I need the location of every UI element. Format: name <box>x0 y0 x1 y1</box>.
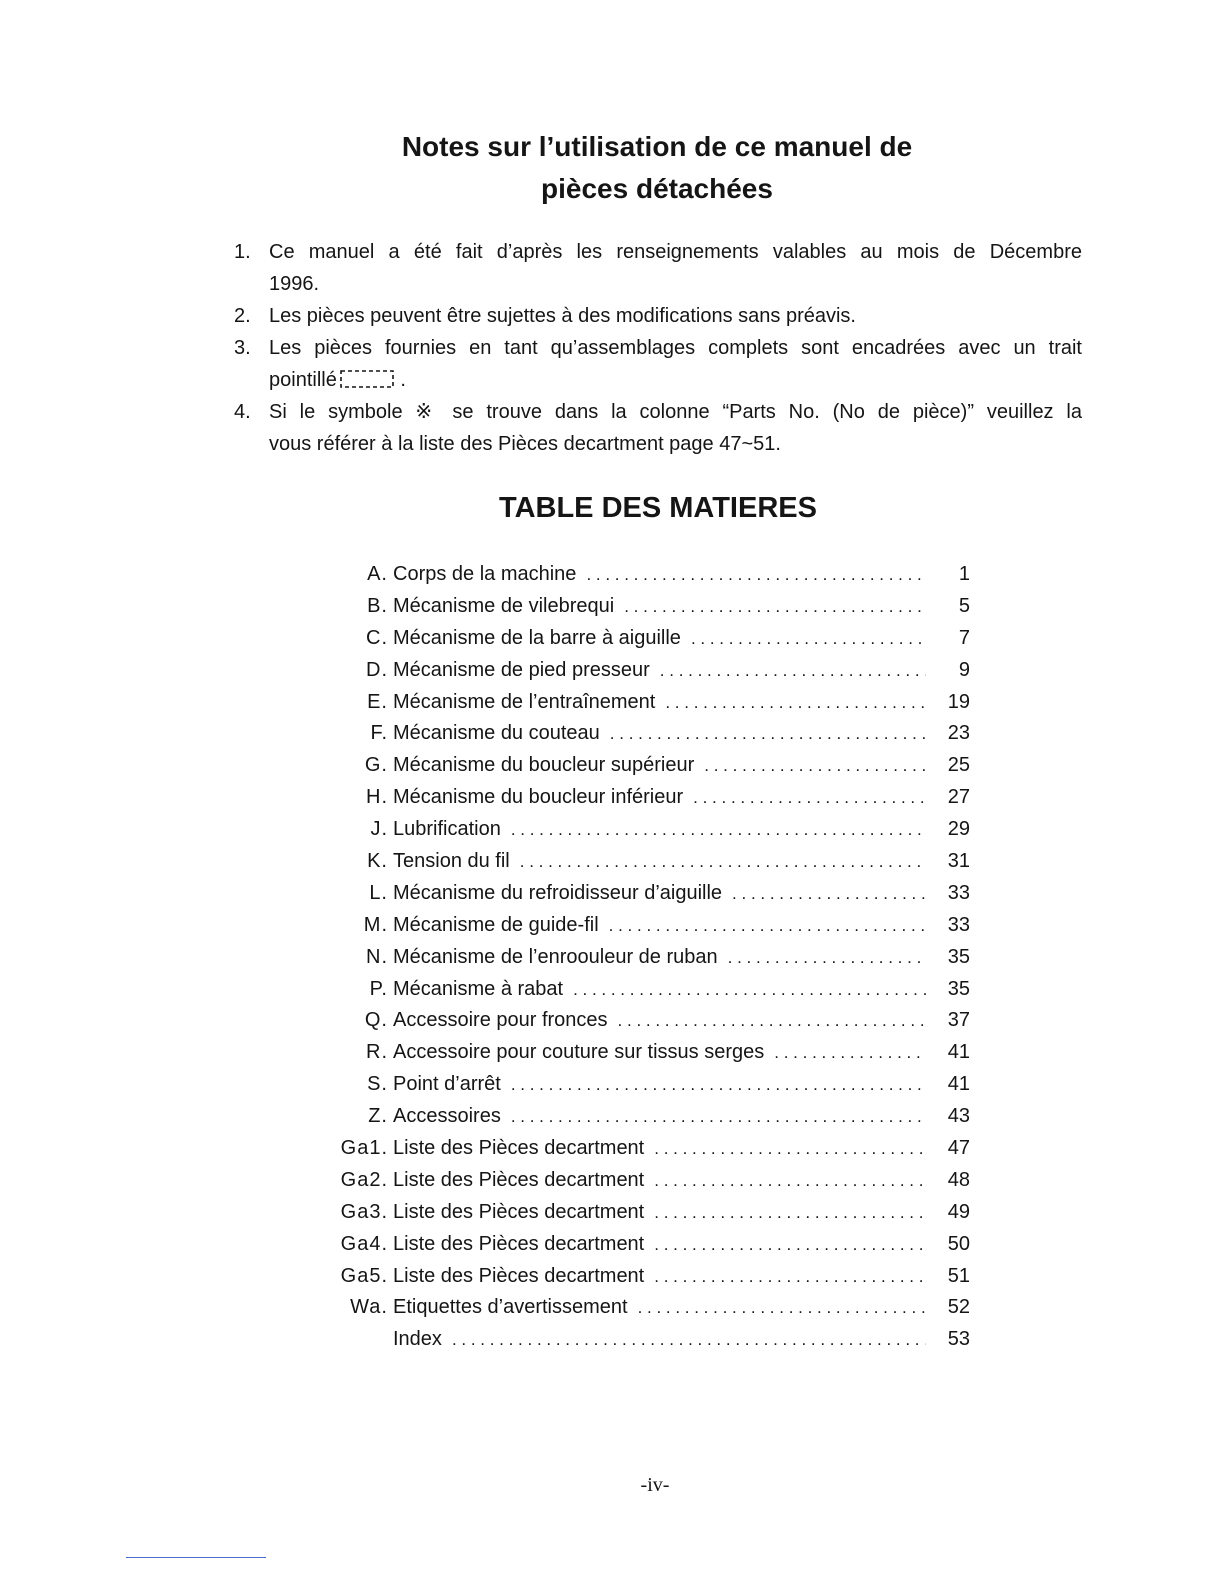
notes-list <box>232 236 1082 460</box>
title-line-2: pièces détachées <box>541 173 773 204</box>
toc-entry-page: 51 <box>947 1264 970 1287</box>
toc-entry-page: 33 <box>947 913 970 936</box>
toc-dot-leader <box>452 1330 926 1350</box>
toc-entry-page: 19 <box>947 690 970 713</box>
toc-entry-letter: E. <box>367 690 388 713</box>
toc-entry-letter: N. <box>366 945 388 968</box>
note-item <box>232 300 1082 332</box>
toc-dot-leader <box>732 884 926 904</box>
toc-entry-letter: F. <box>370 722 388 745</box>
toc-entry-label: Lubrification <box>393 818 501 841</box>
note-text-line: Si le symbole ※ se trouve dans la colonne “Parts No. (No de pièce)” veuillez la <box>269 401 1082 423</box>
page-number: -iv- <box>640 1474 670 1496</box>
toc-entry <box>320 1041 970 1073</box>
toc-entry <box>320 691 970 723</box>
toc-entry <box>320 1137 970 1169</box>
toc-entry-label: Index <box>393 1328 442 1351</box>
toc-entry <box>320 1296 970 1328</box>
toc-entry-letter: C. <box>366 626 388 649</box>
toc-dot-leader <box>665 693 926 713</box>
toc-entry-label: Mécanisme du refroidisseur d’aiguille <box>393 881 723 904</box>
page-footer <box>0 1474 1224 1497</box>
toc-entry-letter: Ga1. <box>340 1137 388 1160</box>
toc-entry-label: Mécanisme du boucleur supérieur <box>393 754 695 777</box>
toc-entry-letter: H. <box>366 786 388 809</box>
toc-dot-leader <box>511 1107 926 1127</box>
toc-dot-leader <box>693 788 926 808</box>
toc-dot-leader <box>728 948 926 968</box>
note-text-line: Ce manuel a été fait d’après les renseignements valables au mois de Décembre <box>269 241 1082 263</box>
toc-entry-label: Tension du fil <box>393 850 510 873</box>
toc-entry-letter: L. <box>369 881 388 904</box>
toc-entry-page: 29 <box>947 818 970 841</box>
toc-entry-label: Point d’arrêt <box>393 1073 501 1096</box>
note-text-line-with-box <box>269 364 1082 396</box>
toc-dot-leader <box>654 1203 926 1223</box>
toc-entry-page: 47 <box>947 1137 970 1160</box>
toc-entry <box>320 1265 970 1297</box>
toc-entry-label: Liste des Pièces decartment <box>393 1137 645 1160</box>
toc-entry-letter: K. <box>367 850 388 873</box>
toc-dot-leader <box>654 1267 926 1287</box>
toc-entry-letter: R. <box>366 1041 388 1064</box>
note-text-line: vous référer à la liste des Pièces decartment page 47~51. <box>269 433 781 455</box>
toc-dot-leader <box>609 916 926 936</box>
toc-entry-page: 35 <box>947 945 970 968</box>
toc-dot-leader <box>618 1011 926 1031</box>
note-item <box>232 332 1082 396</box>
toc-entry-label: Etiquettes d’avertissement <box>393 1296 628 1319</box>
toc-entry <box>320 1233 970 1265</box>
toc-dot-leader <box>654 1139 926 1159</box>
toc-entry-letter: Ga5. <box>340 1264 388 1287</box>
toc-heading-text: TABLE DES MATIERES <box>499 492 817 524</box>
toc-entry <box>320 882 970 914</box>
toc-dot-leader <box>610 724 926 744</box>
toc-entry-page: 7 <box>958 626 970 649</box>
toc-entry-page: 41 <box>947 1041 970 1064</box>
toc-entry-letter: Wa. <box>350 1296 388 1319</box>
toc-entry-label: Accessoire pour fronces <box>393 1009 608 1032</box>
toc-entry-page: 49 <box>947 1200 970 1223</box>
toc-entry <box>320 659 970 691</box>
toc-entry-label: Mécanisme de la barre à aiguille <box>393 626 681 649</box>
toc-entry-page: 52 <box>947 1296 970 1319</box>
toc-dot-leader <box>511 820 926 840</box>
toc-entry <box>320 850 970 882</box>
toc-entry-page: 53 <box>947 1328 970 1351</box>
toc-entry-letter: Ga3. <box>340 1200 388 1223</box>
toc-entry-letter: M. <box>363 913 388 936</box>
note-number: 4. <box>234 401 251 423</box>
page-title <box>0 126 1224 210</box>
toc-entry-letter: A. <box>367 563 388 585</box>
toc-entry-letter: Q. <box>364 1009 388 1032</box>
toc-entry-page: 5 <box>958 594 970 617</box>
toc-entry-page: 9 <box>958 658 970 681</box>
toc-dot-leader <box>573 980 926 1000</box>
toc-dot-leader <box>691 629 926 649</box>
toc-entry-label: Liste des Pièces decartment <box>393 1168 645 1191</box>
toc-entry-page: 35 <box>947 977 970 1000</box>
toc-entry <box>320 1073 970 1105</box>
note-number: 2. <box>234 305 251 327</box>
toc-entry <box>320 978 970 1010</box>
toc-entry-page: 27 <box>947 786 970 809</box>
toc-entry-label: Liste des Pièces decartment <box>393 1232 645 1255</box>
toc-entry-label: Liste des Pièces decartment <box>393 1264 645 1287</box>
toc-entry <box>320 627 970 659</box>
toc-entry-page: 48 <box>947 1168 970 1191</box>
toc-entry <box>320 1328 970 1360</box>
toc-entry-label: Mécanisme à rabat <box>393 977 564 1000</box>
toc-entry-page: 23 <box>947 722 970 745</box>
toc-entry-page: 25 <box>947 754 970 777</box>
toc-entry-page: 37 <box>947 1009 970 1032</box>
note-text-fragment: . <box>394 369 406 391</box>
toc-entry-label: Liste des Pièces decartment <box>393 1200 645 1223</box>
toc-dot-leader <box>774 1043 926 1063</box>
toc-entry-page: 31 <box>947 850 970 873</box>
toc-entry <box>320 914 970 946</box>
toc-entry <box>320 1169 970 1201</box>
toc-entry-label: Mécanisme de vilebrequi <box>393 594 615 617</box>
toc-entry-page: 33 <box>947 881 970 904</box>
toc-entry-label: Mécanisme de pied presseur <box>393 658 650 681</box>
note-item <box>232 236 1082 300</box>
table-of-contents <box>320 563 970 1360</box>
toc-entry-letter: Ga2. <box>340 1168 388 1191</box>
bottom-rule-divider <box>126 1557 266 1558</box>
toc-entry <box>320 595 970 627</box>
toc-entry-label: Accessoires <box>393 1105 501 1128</box>
toc-entry-label: Mécanisme de l’enroouleur de ruban <box>393 945 718 968</box>
title-line-1: Notes sur l’utilisation de ce manuel de <box>401 131 913 162</box>
toc-heading <box>0 486 1224 530</box>
toc-entry <box>320 754 970 786</box>
note-text-line: Les pièces peuvent être sujettes à des modifications sans préavis. <box>269 305 856 327</box>
toc-entry <box>320 563 970 595</box>
toc-entry-letter: B. <box>367 594 388 617</box>
toc-entry <box>320 786 970 818</box>
toc-entry-letter: S. <box>367 1073 388 1096</box>
toc-entry-label: Mécanisme du boucleur inférieur <box>393 786 684 809</box>
toc-entry-letter: D. <box>366 658 388 681</box>
toc-entry-page: 41 <box>947 1073 970 1096</box>
note-text-fragment: pointillé <box>269 369 337 391</box>
toc-entry <box>320 1105 970 1137</box>
toc-entry-label: Mécanisme de l’entraînement <box>393 690 656 713</box>
toc-entry <box>320 818 970 850</box>
note-item <box>232 396 1082 460</box>
toc-entry-letter: G. <box>364 754 388 777</box>
toc-dot-leader <box>654 1235 926 1255</box>
toc-entry-page: 43 <box>947 1105 970 1128</box>
toc-dot-leader <box>586 565 926 585</box>
toc-entry <box>320 722 970 754</box>
note-text-line: 1996. <box>269 273 320 295</box>
toc-dot-leader <box>654 1171 926 1191</box>
note-number: 3. <box>234 337 251 359</box>
toc-dot-leader <box>704 756 926 776</box>
toc-entry-letter: Z. <box>368 1105 388 1128</box>
toc-entry-page: 50 <box>947 1232 970 1255</box>
toc-entry <box>320 1009 970 1041</box>
toc-entry-label: Corps de la machine <box>393 563 577 585</box>
toc-dot-leader <box>511 1075 926 1095</box>
dashed-box-symbol-icon <box>339 367 395 387</box>
toc-entry <box>320 946 970 978</box>
toc-dot-leader <box>660 661 926 681</box>
toc-entry-label: Accessoire pour couture sur tissus serges <box>393 1041 765 1064</box>
toc-entry <box>320 1201 970 1233</box>
toc-entry-letter: P. <box>369 977 388 1000</box>
note-text-line: Les pièces fournies en tant qu’assemblages complets sont encadrées avec un trait <box>269 337 1082 359</box>
note-number: 1. <box>234 241 251 263</box>
toc-entry-label: Mécanisme du couteau <box>393 722 600 745</box>
toc-dot-leader <box>624 597 926 617</box>
toc-entry-page: 1 <box>958 563 970 585</box>
toc-entry-label: Mécanisme de guide-fil <box>393 913 599 936</box>
toc-entry-letter: J. <box>370 818 388 841</box>
toc-dot-leader <box>520 852 926 872</box>
toc-dot-leader <box>638 1298 926 1318</box>
toc-entry-letter: Ga4. <box>340 1232 388 1255</box>
